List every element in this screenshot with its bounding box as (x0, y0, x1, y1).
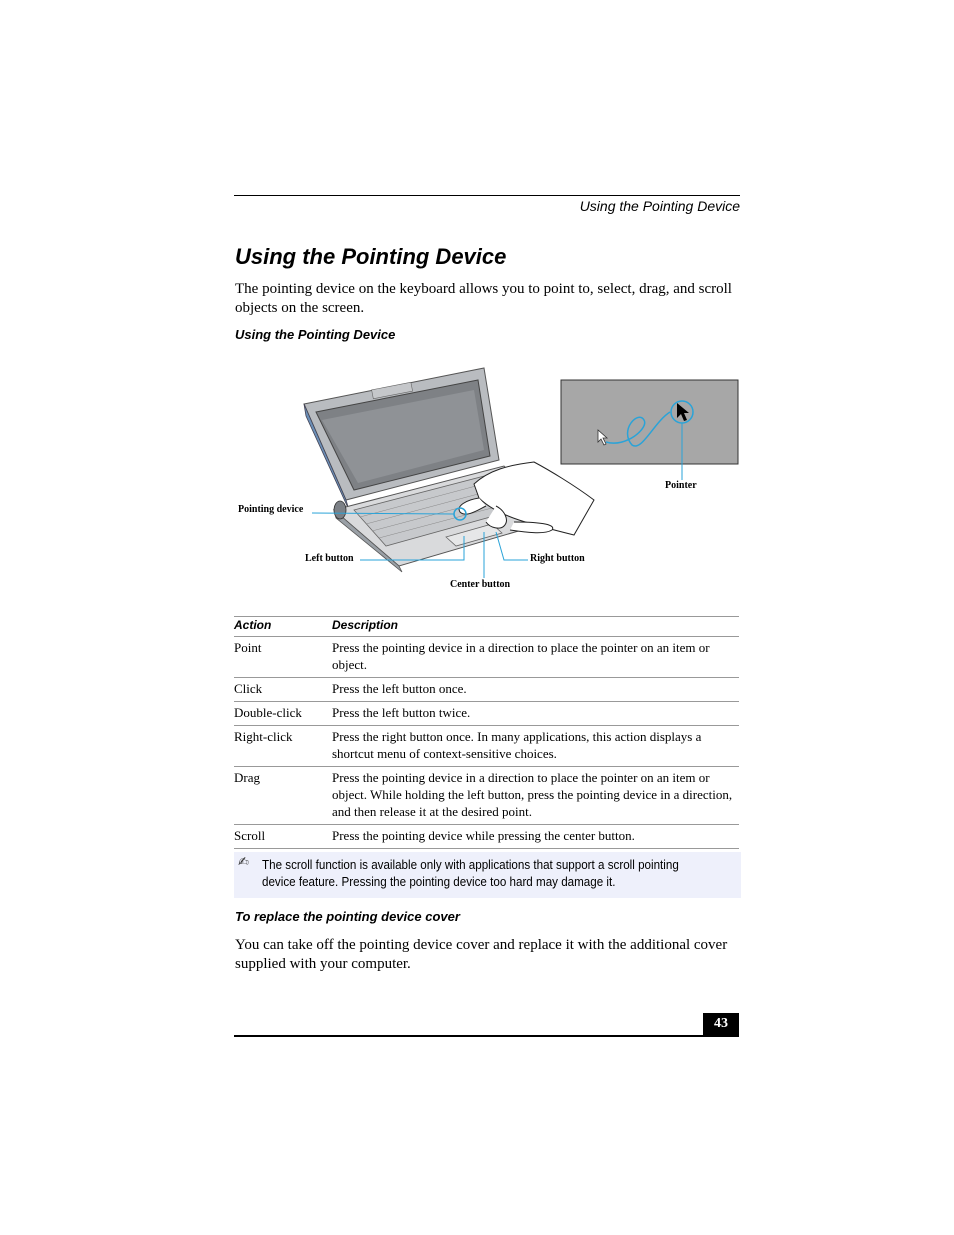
table-row (234, 702, 739, 726)
note-text: The scroll function is available only with applications that support a scroll pointing device feature. Pressing the pointing device too hard may damage it. (262, 858, 679, 889)
table-header-row (234, 617, 739, 637)
pointer-label: Pointer (665, 480, 697, 491)
running-head: Using the Pointing Device (579, 198, 740, 214)
footer-rule (234, 1035, 739, 1037)
page-number: 43 (703, 1013, 739, 1037)
subsection-heading: To replace the pointing device cover (235, 909, 460, 924)
description-cell: Press the left button once. (332, 678, 739, 702)
page-title: Using the Pointing Device (235, 244, 507, 269)
note-box (234, 852, 741, 898)
left-button-label: Left button (305, 553, 354, 564)
description-cell: Press the pointing device while pressing the center button. (332, 825, 739, 849)
actions-table (234, 616, 739, 849)
pointing-device-label: Pointing device (238, 504, 304, 515)
table-row (234, 767, 739, 825)
pointing-device-figure (234, 360, 740, 600)
action-cell: Drag (234, 767, 332, 825)
description-column-header: Description (332, 617, 739, 637)
description-cell: Press the left button twice. (332, 702, 739, 726)
center-button-label: Center button (450, 579, 511, 590)
description-cell: Press the right button once. In many applications, this action displays a shortcut menu of context-sensitive choices. (332, 726, 739, 767)
intro-paragraph: The pointing device on the keyboard allows you to point to, select, drag, and scroll objects on the screen. (235, 281, 732, 316)
note-pen-icon: ✍ (238, 855, 249, 870)
table-row (234, 726, 739, 767)
table-row (234, 825, 739, 849)
right-button-label: Right button (530, 553, 585, 564)
screen-inset (561, 380, 738, 464)
action-cell: Point (234, 637, 332, 678)
subsection-paragraph: You can take off the pointing device cover and replace it with the additional cover supplied with your computer. (235, 937, 728, 972)
action-cell: Scroll (234, 825, 332, 849)
description-cell: Press the pointing device in a direction to place the pointer on an item or object. While holding the left button, press the pointing device in a direction, and then release it at the desired point. (332, 767, 739, 825)
action-cell: Right-click (234, 726, 332, 767)
description-cell: Press the pointing device in a direction to place the pointer on an item or object. (332, 637, 739, 678)
action-cell: Click (234, 678, 332, 702)
header-rule (234, 195, 740, 196)
figure-caption: Using the Pointing Device (235, 327, 396, 342)
action-column-header: Action (234, 617, 332, 637)
action-cell: Double-click (234, 702, 332, 726)
table-row (234, 637, 739, 678)
table-row (234, 678, 739, 702)
